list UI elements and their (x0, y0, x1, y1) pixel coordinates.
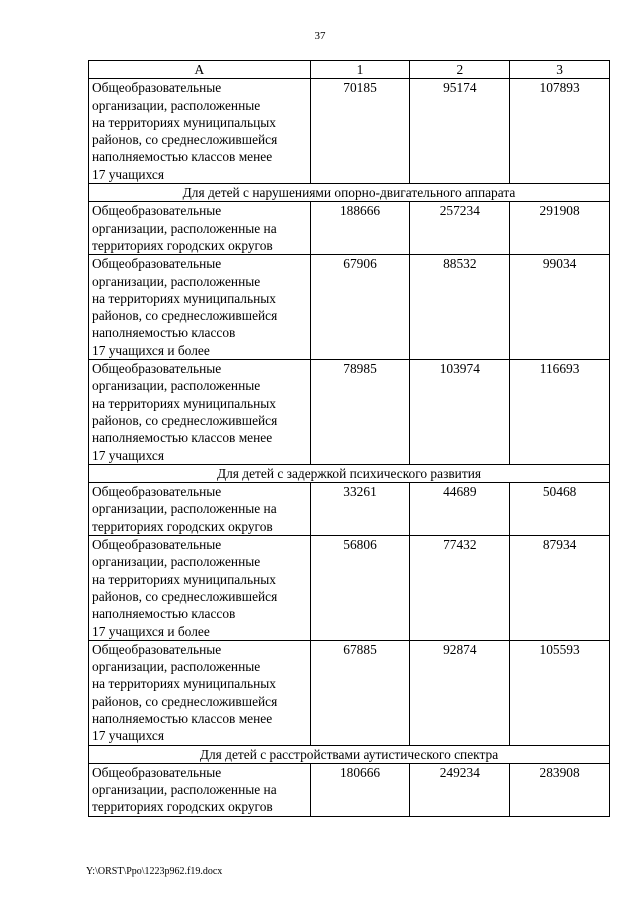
row-label: Общеобразовательные организации, расположенные на территориях городских округов (89, 483, 311, 536)
row-value-1: 70185 (310, 79, 410, 184)
section-row (89, 184, 610, 202)
row-value-1: 180666 (310, 763, 410, 816)
row-value-2: 103974 (410, 360, 510, 465)
row-label: Общеобразовательные организации, расположенные на территориях муниципальных районов, со среднесложившейся наполняемостью классов менее 17 учащихся (89, 360, 311, 465)
row-value-2: 88532 (410, 255, 510, 360)
row-value-3: 116693 (510, 360, 610, 465)
row-value-1: 67885 (310, 640, 410, 745)
row-value-2: 44689 (410, 483, 510, 536)
row-value-1: 56806 (310, 536, 410, 641)
row-label: Общеобразовательные организации, расположенные на территориях муниципальных районов, со среднесложившейся наполняемостью классов 17 учащихся и более (89, 255, 311, 360)
header-cell-2: 2 (410, 61, 510, 79)
section-title: Для детей с расстройствами аутистического спектра (89, 745, 610, 763)
section-row (89, 464, 610, 482)
row-value-3: 87934 (510, 536, 610, 641)
row-value-3: 283908 (510, 763, 610, 816)
row-value-2: 92874 (410, 640, 510, 745)
row-value-2: 249234 (410, 763, 510, 816)
row-value-1: 188666 (310, 202, 410, 255)
header-cell-a: А (89, 61, 311, 79)
row-value-3: 105593 (510, 640, 610, 745)
file-path-footer: Y:\ORST\Ppo\1223p962.f19.docx (86, 866, 223, 877)
table-row (89, 202, 610, 255)
row-value-3: 99034 (510, 255, 610, 360)
section-title: Для детей с нарушениями опорно-двигательного аппарата (89, 184, 610, 202)
header-cell-3: 3 (510, 61, 610, 79)
row-value-3: 107893 (510, 79, 610, 184)
row-value-3: 50468 (510, 483, 610, 536)
table-row (89, 360, 610, 465)
header-cell-1: 1 (310, 61, 410, 79)
table-row (89, 255, 610, 360)
row-value-1: 33261 (310, 483, 410, 536)
table-row (89, 79, 610, 184)
page-number: 37 (314, 30, 326, 42)
table-row (89, 640, 610, 745)
row-value-2: 257234 (410, 202, 510, 255)
table-row (89, 483, 610, 536)
data-table (88, 60, 610, 817)
row-label: Общеобразовательные организации, расположенные на территориях муниципальных районов, со среднесложившейся наполняемостью классов менее 17 учащихся (89, 640, 311, 745)
row-value-1: 78985 (310, 360, 410, 465)
table-row (89, 536, 610, 641)
section-title: Для детей с задержкой психического развития (89, 464, 610, 482)
row-value-2: 77432 (410, 536, 510, 641)
row-value-2: 95174 (410, 79, 510, 184)
table-header-row (89, 61, 610, 79)
row-value-3: 291908 (510, 202, 610, 255)
row-label: Общеобразовательные организации, расположенные на территориях муниципальных районов, со среднесложившейся наполняемостью классов 17 учащихся и более (89, 536, 311, 641)
row-label: Общеобразовательные организации, расположенные на территориях городских округов (89, 763, 311, 816)
section-row (89, 745, 610, 763)
row-label: Общеобразовательные организации, расположенные на территориях городских округов (89, 202, 311, 255)
row-value-1: 67906 (310, 255, 410, 360)
table-row (89, 763, 610, 816)
row-label: Общеобразовательные организации, расположенные на территориях муниципальцых районов, со среднесложившейся наполняемостью классов менее 17 учащихся (89, 79, 311, 184)
